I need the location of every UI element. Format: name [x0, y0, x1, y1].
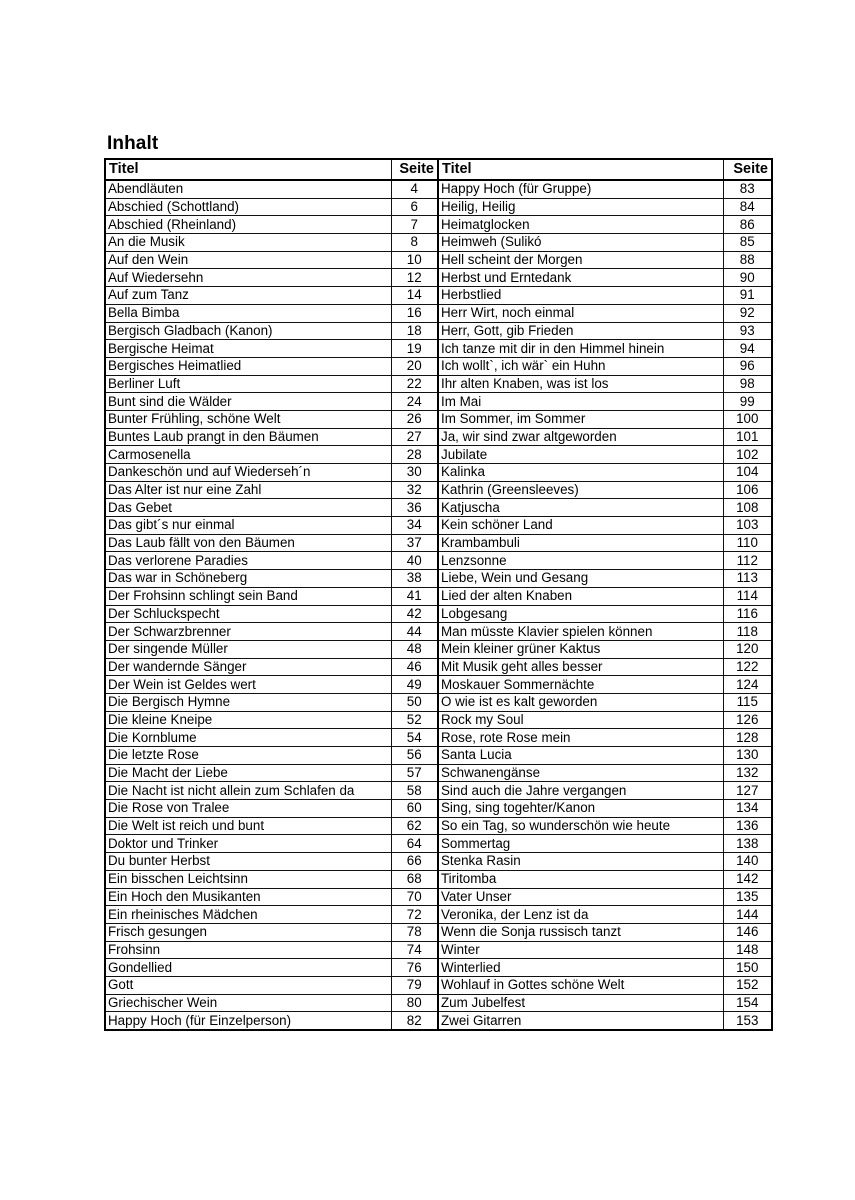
song-title-right: Mit Musik geht alles besser: [438, 658, 723, 676]
page-number-right: 116: [723, 605, 772, 623]
table-row: [105, 410, 772, 428]
song-title-right: Liebe, Wein und Gesang: [438, 570, 723, 588]
page-number-left: 62: [391, 817, 438, 835]
page-number-right: 130: [723, 747, 772, 765]
table-row: [105, 304, 772, 322]
table-row: [105, 711, 772, 729]
song-title-right: Winter: [438, 941, 723, 959]
page-number-right: 115: [723, 693, 772, 711]
song-title-left: Buntes Laub prangt in den Bäumen: [105, 428, 391, 446]
page-number-left: 27: [391, 428, 438, 446]
table-row: [105, 693, 772, 711]
page-number-right: 136: [723, 817, 772, 835]
song-title-right: Ich wollt`, ich wär` ein Huhn: [438, 357, 723, 375]
song-title-left: Auf zum Tanz: [105, 287, 391, 305]
page-number-left: 16: [391, 304, 438, 322]
page-number-left: 64: [391, 835, 438, 853]
song-title-right: Katjuscha: [438, 499, 723, 517]
song-title-right: Rose, rote Rose mein: [438, 729, 723, 747]
page-number-right: 124: [723, 676, 772, 694]
table-row: [105, 976, 772, 994]
table-row: [105, 959, 772, 977]
song-title-right: Lobgesang: [438, 605, 723, 623]
song-title-left: Berliner Luft: [105, 375, 391, 393]
song-title-left: Der Schwarzbrenner: [105, 623, 391, 641]
page-number-left: 57: [391, 764, 438, 782]
page-number-left: 14: [391, 287, 438, 305]
page-number-right: 132: [723, 764, 772, 782]
table-row: [105, 870, 772, 888]
song-title-right: Vater Unser: [438, 888, 723, 906]
song-title-right: Man müsste Klavier spielen können: [438, 623, 723, 641]
page-number-right: 108: [723, 499, 772, 517]
page-number-left: 28: [391, 446, 438, 464]
page-number-left: 26: [391, 410, 438, 428]
song-title-right: Ihr alten Knaben, was ist los: [438, 375, 723, 393]
page-number-left: 76: [391, 959, 438, 977]
song-title-left: Der Schluckspecht: [105, 605, 391, 623]
page-number-right: 152: [723, 976, 772, 994]
song-title-left: Bunt sind die Wälder: [105, 393, 391, 411]
page-number-left: 46: [391, 658, 438, 676]
song-title-left: Bella Bimba: [105, 304, 391, 322]
table-row: [105, 605, 772, 623]
song-title-right: Veronika, der Lenz ist da: [438, 906, 723, 924]
page-number-right: 90: [723, 269, 772, 287]
song-title-right: Im Mai: [438, 393, 723, 411]
page-number-left: 20: [391, 357, 438, 375]
song-title-left: Abschied (Rheinland): [105, 216, 391, 234]
song-title-right: Santa Lucia: [438, 747, 723, 765]
song-title-left: Auf den Wein: [105, 251, 391, 269]
page-number-left: 38: [391, 570, 438, 588]
table-row: [105, 287, 772, 305]
page-number-right: 142: [723, 870, 772, 888]
page-number-left: 49: [391, 676, 438, 694]
page-number-left: 72: [391, 906, 438, 924]
page-number-right: 140: [723, 853, 772, 871]
song-title-left: Du bunter Herbst: [105, 853, 391, 871]
song-title-left: Doktor und Trinker: [105, 835, 391, 853]
page-number-left: 24: [391, 393, 438, 411]
header-row: [105, 159, 772, 180]
page-number-left: 78: [391, 923, 438, 941]
song-title-right: Im Sommer, im Sommer: [438, 410, 723, 428]
song-title-right: Ja, wir sind zwar altgeworden: [438, 428, 723, 446]
song-title-right: Schwanengänse: [438, 764, 723, 782]
table-row: [105, 888, 772, 906]
table-row: [105, 800, 772, 818]
table-row: [105, 481, 772, 499]
table-row: [105, 552, 772, 570]
song-title-left: Griechischer Wein: [105, 994, 391, 1012]
page-number-right: 135: [723, 888, 772, 906]
song-title-right: Herr Wirt, noch einmal: [438, 304, 723, 322]
song-title-left: Bergische Heimat: [105, 340, 391, 358]
page-number-right: 114: [723, 587, 772, 605]
page-number-right: 100: [723, 410, 772, 428]
song-title-right: Krambambuli: [438, 534, 723, 552]
page-number-left: 60: [391, 800, 438, 818]
table-row: [105, 658, 772, 676]
page-number-right: 138: [723, 835, 772, 853]
song-title-right: So ein Tag, so wunderschön wie heute: [438, 817, 723, 835]
song-title-right: Kalinka: [438, 464, 723, 482]
song-title-right: Jubilate: [438, 446, 723, 464]
page-number-right: 122: [723, 658, 772, 676]
page-number-right: 96: [723, 357, 772, 375]
song-title-right: Tiritomba: [438, 870, 723, 888]
song-title-right: Sommertag: [438, 835, 723, 853]
table-row: [105, 517, 772, 535]
song-title-right: Kein schöner Land: [438, 517, 723, 535]
page-number-right: 88: [723, 251, 772, 269]
table-row: [105, 322, 772, 340]
song-title-left: Das Gebet: [105, 499, 391, 517]
page-number-left: 40: [391, 552, 438, 570]
page-number-left: 50: [391, 693, 438, 711]
table-row: [105, 446, 772, 464]
table-row: [105, 180, 772, 198]
page-number-right: 144: [723, 906, 772, 924]
table-row: [105, 994, 772, 1012]
song-title-left: Carmosenella: [105, 446, 391, 464]
song-title-right: Moskauer Sommernächte: [438, 676, 723, 694]
header-title-left: Titel: [105, 159, 391, 180]
song-title-right: Sind auch die Jahre vergangen: [438, 782, 723, 800]
page-number-left: 44: [391, 623, 438, 641]
song-title-left: Der Frohsinn schlingt sein Band: [105, 587, 391, 605]
table-row: [105, 464, 772, 482]
song-title-right: Lied der alten Knaben: [438, 587, 723, 605]
page-number-right: 94: [723, 340, 772, 358]
page-number-right: 150: [723, 959, 772, 977]
page-number-right: 98: [723, 375, 772, 393]
table-row: [105, 216, 772, 234]
page-number-left: 80: [391, 994, 438, 1012]
song-title-right: Kathrin (Greensleeves): [438, 481, 723, 499]
song-title-left: Die Kornblume: [105, 729, 391, 747]
song-title-left: An die Musik: [105, 234, 391, 252]
song-title-left: Frohsinn: [105, 941, 391, 959]
song-title-right: Stenka Rasin: [438, 853, 723, 871]
page-number-left: 22: [391, 375, 438, 393]
page-number-left: 37: [391, 534, 438, 552]
page-number-right: 118: [723, 623, 772, 641]
table-row: [105, 640, 772, 658]
song-title-left: Das war in Schöneberg: [105, 570, 391, 588]
song-title-right: Herbst und Erntedank: [438, 269, 723, 287]
table-row: [105, 234, 772, 252]
song-title-left: Der Wein ist Geldes wert: [105, 676, 391, 694]
header-title-right: Titel: [438, 159, 723, 180]
song-title-left: Abschied (Schottland): [105, 198, 391, 216]
song-title-right: Mein kleiner grüner Kaktus: [438, 640, 723, 658]
table-row: [105, 764, 772, 782]
table-row: [105, 835, 772, 853]
table-row: [105, 906, 772, 924]
page-number-right: 86: [723, 216, 772, 234]
song-title-right: Rock my Soul: [438, 711, 723, 729]
song-title-left: Gondellied: [105, 959, 391, 977]
page-number-left: 30: [391, 464, 438, 482]
page-number-left: 66: [391, 853, 438, 871]
page-number-left: 68: [391, 870, 438, 888]
header-page-left: Seite: [391, 159, 438, 180]
page-number-left: 8: [391, 234, 438, 252]
song-title-right: Zum Jubelfest: [438, 994, 723, 1012]
page-number-left: 56: [391, 747, 438, 765]
page-number-left: 34: [391, 517, 438, 535]
header-page-right: Seite: [723, 159, 772, 180]
table-row: [105, 570, 772, 588]
table-row: [105, 393, 772, 411]
table-row: [105, 729, 772, 747]
table-row: [105, 747, 772, 765]
page-number-left: 32: [391, 481, 438, 499]
song-title-right: Herr, Gott, gib Frieden: [438, 322, 723, 340]
page-number-left: 6: [391, 198, 438, 216]
table-row: [105, 357, 772, 375]
table-row: [105, 269, 772, 287]
page-number-left: 18: [391, 322, 438, 340]
song-title-right: Winterlied: [438, 959, 723, 977]
page-heading: Inhalt: [107, 133, 159, 154]
table-row: [105, 817, 772, 835]
page-number-right: 146: [723, 923, 772, 941]
page-number-left: 36: [391, 499, 438, 517]
song-title-right: Heimatglocken: [438, 216, 723, 234]
table-row: [105, 587, 772, 605]
page-number-right: 91: [723, 287, 772, 305]
table-row: [105, 499, 772, 517]
page-number-right: 110: [723, 534, 772, 552]
page-number-right: 106: [723, 481, 772, 499]
page-number-right: 153: [723, 1012, 772, 1030]
table-row: [105, 853, 772, 871]
page-number-left: 70: [391, 888, 438, 906]
table-row: [105, 623, 772, 641]
table-row: [105, 375, 772, 393]
song-title-left: Bergisch Gladbach (Kanon): [105, 322, 391, 340]
page-number-right: 83: [723, 180, 772, 198]
song-title-left: Das Laub fällt von den Bäumen: [105, 534, 391, 552]
page-number-left: 82: [391, 1012, 438, 1030]
page-number-right: 134: [723, 800, 772, 818]
song-title-right: Lenzsonne: [438, 552, 723, 570]
song-title-left: Der singende Müller: [105, 640, 391, 658]
song-title-right: Heimweh (Sulikó: [438, 234, 723, 252]
page-number-right: 126: [723, 711, 772, 729]
song-title-left: Die Bergisch Hymne: [105, 693, 391, 711]
song-title-left: Ein Hoch den Musikanten: [105, 888, 391, 906]
song-title-left: Bergisches Heimatlied: [105, 357, 391, 375]
page-number-right: 127: [723, 782, 772, 800]
page-number-right: 104: [723, 464, 772, 482]
page-number-left: 79: [391, 976, 438, 994]
page-number-right: 113: [723, 570, 772, 588]
table-row: [105, 782, 772, 800]
page-number-left: 58: [391, 782, 438, 800]
table-row: [105, 923, 772, 941]
song-title-left: Auf Wiedersehn: [105, 269, 391, 287]
song-title-right: Wohlauf in Gottes schöne Welt: [438, 976, 723, 994]
page-number-left: 12: [391, 269, 438, 287]
page-number-right: 154: [723, 994, 772, 1012]
song-title-right: O wie ist es kalt geworden: [438, 693, 723, 711]
song-title-left: Die Welt ist reich und bunt: [105, 817, 391, 835]
page-number-left: 19: [391, 340, 438, 358]
song-title-right: Herbstlied: [438, 287, 723, 305]
page-number-right: 120: [723, 640, 772, 658]
table-row: [105, 340, 772, 358]
table-row: [105, 251, 772, 269]
table-body: [105, 180, 772, 1030]
song-title-right: Heilig, Heilig: [438, 198, 723, 216]
song-title-left: Dankeschön und auf Wiederseh´n: [105, 464, 391, 482]
table-row: [105, 676, 772, 694]
table-row: [105, 1012, 772, 1030]
song-title-left: Die letzte Rose: [105, 747, 391, 765]
song-title-left: Frisch gesungen: [105, 923, 391, 941]
page-number-right: 102: [723, 446, 772, 464]
song-title-left: Die kleine Kneipe: [105, 711, 391, 729]
page-number-right: 84: [723, 198, 772, 216]
page-number-left: 48: [391, 640, 438, 658]
page-number-right: 101: [723, 428, 772, 446]
song-title-right: Hell scheint der Morgen: [438, 251, 723, 269]
table-of-contents: [104, 158, 773, 1031]
song-title-left: Abendläuten: [105, 180, 391, 198]
page-number-right: 99: [723, 393, 772, 411]
page-number-right: 92: [723, 304, 772, 322]
song-title-left: Die Nacht ist nicht allein zum Schlafen da: [105, 782, 391, 800]
song-title-left: Das gibt´s nur einmal: [105, 517, 391, 535]
page-number-left: 10: [391, 251, 438, 269]
page-number-left: 54: [391, 729, 438, 747]
table-row: [105, 428, 772, 446]
page-number-left: 52: [391, 711, 438, 729]
table-row: [105, 941, 772, 959]
page-number-right: 128: [723, 729, 772, 747]
song-title-left: Der wandernde Sänger: [105, 658, 391, 676]
page-number-right: 148: [723, 941, 772, 959]
song-title-left: Gott: [105, 976, 391, 994]
song-title-left: Die Macht der Liebe: [105, 764, 391, 782]
song-title-left: Ein bisschen Leichtsinn: [105, 870, 391, 888]
song-title-right: Ich tanze mit dir in den Himmel hinein: [438, 340, 723, 358]
table-row: [105, 198, 772, 216]
song-title-left: Das verlorene Paradies: [105, 552, 391, 570]
page-number-right: 103: [723, 517, 772, 535]
song-title-left: Bunter Frühling, schöne Welt: [105, 410, 391, 428]
song-title-right: Wenn die Sonja russisch tanzt: [438, 923, 723, 941]
song-title-left: Ein rheinisches Mädchen: [105, 906, 391, 924]
page-number-right: 112: [723, 552, 772, 570]
page-number-left: 7: [391, 216, 438, 234]
page-number-left: 42: [391, 605, 438, 623]
song-title-right: Happy Hoch (für Gruppe): [438, 180, 723, 198]
table-row: [105, 534, 772, 552]
page-number-right: 85: [723, 234, 772, 252]
song-title-left: Das Alter ist nur eine Zahl: [105, 481, 391, 499]
page-number-right: 93: [723, 322, 772, 340]
page-number-left: 4: [391, 180, 438, 198]
page-number-left: 74: [391, 941, 438, 959]
song-title-right: Zwei Gitarren: [438, 1012, 723, 1030]
song-title-right: Sing, sing togehter/Kanon: [438, 800, 723, 818]
song-title-left: Die Rose von Tralee: [105, 800, 391, 818]
song-title-left: Happy Hoch (für Einzelperson): [105, 1012, 391, 1030]
page-number-left: 41: [391, 587, 438, 605]
